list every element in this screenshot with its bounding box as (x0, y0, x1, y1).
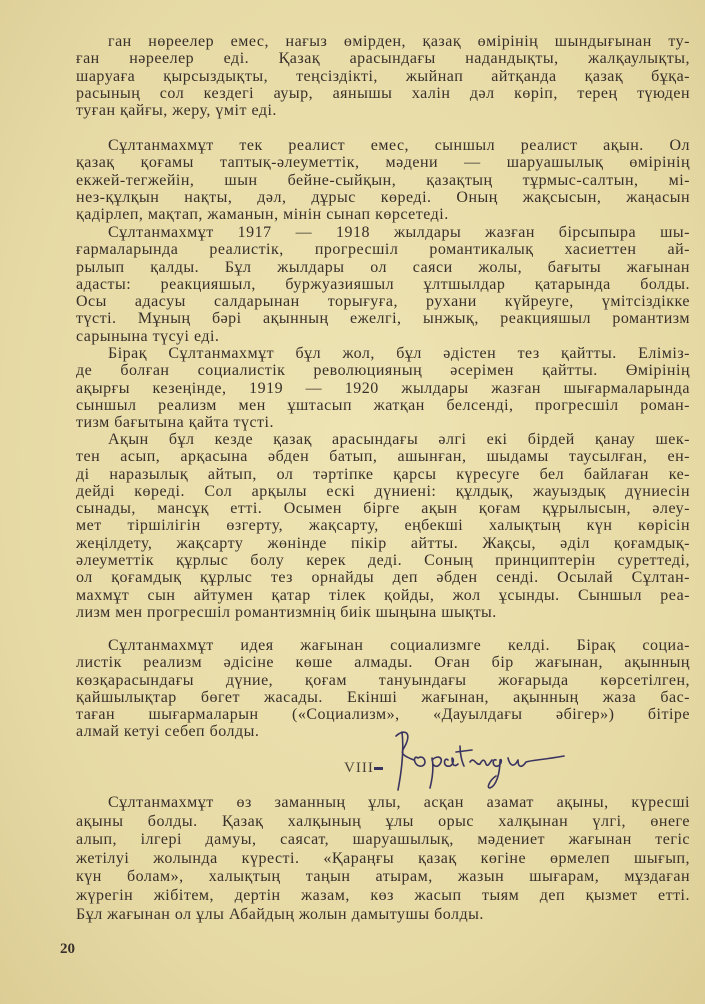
text-line: лизм мен прогресшіл романтизмнің биік шыңына шықты. (76, 603, 497, 621)
text-line: ғармаларында реалистік, прогресшіл романтикалық хасиеттен ай- (76, 241, 690, 259)
text-line: Осы адасуы салдарынан торығуға, рухани күйреуге, үмітсіздікке (76, 293, 690, 311)
text-line: түсті. Мұның бәрі ақынның ежелгі, ынжық, реакцияшыл романтизм (76, 310, 690, 328)
text-line: ақыны болды. Қазақ халқының ұлы орыс халқынан үлгі, өнеге (76, 812, 690, 830)
text-line: ақырғы кезеңінде, 1919 — 1920 жылдары жазған шығармаларында (76, 379, 690, 397)
text-line: Сұлтанмахмұт өз заманның ұлы, асқан азамат ақыны, күресші (108, 794, 690, 811)
text-line: Ақын бұл кезде қазақ арасындағы әлгі екі бірдей қанау шек- (108, 431, 690, 448)
text-line: адасты: реакцияшыл, буржуазияшыл ұлтшылдар қатарында болды. (76, 275, 690, 293)
text-line: жетілуі жолында күресті. «Қараңғы қазақ көгіне өрмелеп шығып, (76, 849, 690, 867)
text-line: жеңілдету, жақсарту жөнінде пікір айтты. Жақсы, әділ қоғамдық- (76, 534, 690, 552)
text-line: туған қайғы, жеру, үміт еді. (76, 102, 277, 120)
text-line: сыншыл реализм мен ұштасып жатқан белсенді, прогресшіл роман- (76, 396, 690, 414)
text-line: листік реализм әдісіне көше алмады. Оған бір жағынан, ақынның (76, 654, 690, 672)
text-line: сынады, мансұқ етті. Осымен бірге ақын қоғам құрылысын, әлеу- (76, 500, 690, 518)
text-line: сарынына түсуі еді. (76, 327, 220, 345)
paragraph-6 (76, 637, 690, 741)
text-line: ган нөреелер емес, нағыз өмірден, қазақ өмірінің шындығынан ту- (108, 33, 690, 50)
paragraph-3 (76, 224, 690, 345)
text-line: Сұлтанмахмұт 1917 — 1918 жылдары жазған бірсыпыра шы- (108, 224, 690, 241)
paragraph-2 (76, 137, 690, 223)
text-line: мет тіршілігін өзгерту, жақсарту, еңбекші халықтың күн көрісін (76, 517, 690, 535)
text-line: дейді көреді. Сол арқылы ескі дүниені: құлдық, жауыздық дүниесін (76, 482, 690, 500)
paragraph-4 (76, 345, 690, 431)
text-line: ол қоғамдық құрлыс тез орнайды деп әбден сенді. Осылай Сұлтан- (76, 569, 690, 587)
text-line: қазақ қоғамы таптық-әлеуметтік, мәдени — шаруашылық өмірінің (76, 154, 690, 172)
text-line: жүрегін жібітем, дертін жазам, көз жасып тыям деп қызмет етті. (76, 886, 690, 904)
text-line: тизм бағытына қайта түсті. (76, 414, 274, 432)
text-line: расының сол кездегі ауыр, аянышы халін дәл көріп, терең түюден (76, 84, 690, 102)
paragraph-1 (76, 33, 690, 119)
text-line: Сұлтанмахмұт идея жағынан социализмге келді. Бірақ социа- (108, 637, 690, 654)
text-line: күн болам», халықтың таңын атырам, жазын шығарам, мұздаған (76, 868, 690, 886)
text-line: Бірақ Сұлтанмахмұт бұл жол, бұл әдістен тез қайтты. Еліміз- (108, 345, 690, 362)
text-line: қайшылықтар бөгет жасады. Екінші жағынан, ақынның жаза бас- (76, 688, 690, 706)
text-line: ған нәреелер еді. Қазақ арасындағы надандықты, жалқаулықты, (76, 50, 690, 68)
text-line: Сұлтанмахмұт тек реалист емес, сыншыл реалист ақын. Ол (108, 137, 690, 154)
handwritten-signature (392, 724, 572, 794)
text-line: махмұт сын айтумен қатар тілек қойды, жол ұсынды. Сыншыл реа- (76, 586, 690, 604)
text-line: ді наразылық айтып, ол тәртіпке қарсы күресуге бел байлаған ке- (76, 465, 690, 483)
text-line: де болған социалистік революцияның әсерімен қайтты. Өмірінің (76, 362, 690, 380)
text-line: әлеуметтік құрлыс болу керек деді. Соның принциптерін суреттеді, (76, 552, 690, 570)
section-heading: VIII (344, 760, 374, 776)
text-line: алып, ілгері дамуы, саясат, шаруашылық, мәдениет жағынан тегіс (76, 831, 690, 849)
paragraph-7 (76, 794, 690, 924)
text-line: қадірлеп, мақтап, жаманын, мінін сынап көрсетеді. (76, 206, 449, 224)
text-line: рылып қалды. Бұл жылдары ол саяси жолы, бағыты жағынан (76, 258, 690, 276)
page-number: 20 (60, 941, 75, 957)
text-line: алмай кетуі себеп болды. (76, 723, 260, 741)
text-line: екжей-тегжейін, шын бейне-сыйқын, қазақтың тұрмыс-салтын, мі- (76, 171, 690, 189)
text-line: Бұл жағынан ол ұлы Абайдың жолын дамытушы болды. (76, 905, 484, 923)
text-line: көзқарасындағы дүние, қоғам тануындағы жоғарыда көрсетілген, (76, 671, 690, 689)
paragraph-5 (76, 431, 690, 621)
text-line: тен асып, арқасына әбден батып, ашынған, шыдамы таусылған, ен- (76, 448, 690, 466)
text-line: шаруаға қырсыздықты, теңсіздікті, жыйнап айтқанда қазақ бұқа- (76, 67, 690, 85)
text-line: таған шығармаларын («Социализм», «Дауылдағы әбігер») бітіре (76, 706, 690, 724)
text-line: нез-құлқын нақты, дәл, дұрыс көреді. Оның жақсысын, жаңасын (76, 188, 690, 206)
handwritten-dash (374, 767, 383, 770)
